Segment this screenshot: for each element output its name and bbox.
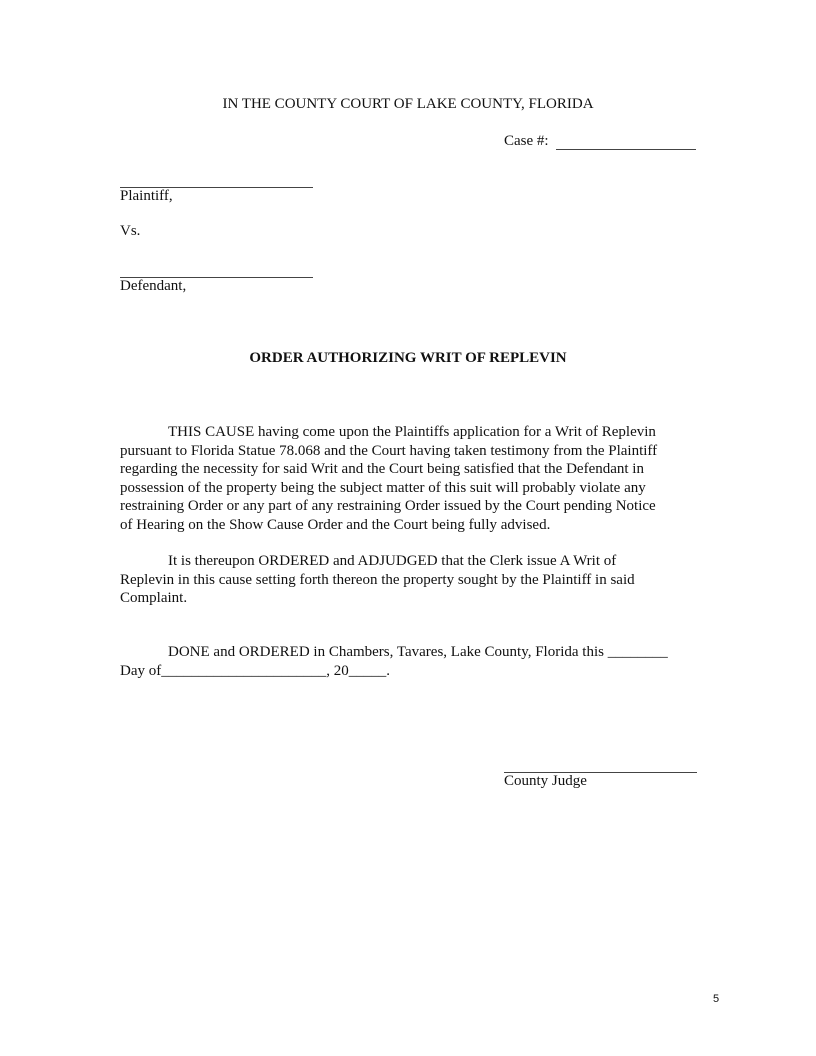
judge-signature-label: County Judge — [504, 773, 587, 789]
paragraph-line: DONE and ORDERED in Chambers, Tavares, Lake County, Florida this ________ — [168, 644, 668, 660]
case-number-label: Case #: — [504, 133, 549, 149]
court-heading: IN THE COUNTY COURT OF LAKE COUNTY, FLORIDA — [222, 96, 594, 112]
paragraph-line: Replevin in this cause setting forth thereon the property sought by the Plaintiff in said — [120, 571, 635, 588]
case-number-blank — [556, 149, 696, 150]
defendant-label: Defendant, — [120, 278, 187, 294]
versus-label: Vs. — [120, 223, 141, 239]
paragraph-line: regarding the necessity for said Writ and the Court being satisfied that the Defendant in — [120, 461, 644, 477]
plaintiff-label: Plaintiff, — [120, 188, 173, 204]
paragraph-line: restraining Order or any part of any restraining Order issued by the Court pending Notice — [120, 498, 656, 514]
paragraph-line: Complaint. — [120, 590, 188, 606]
paragraph-line: THIS CAUSE having come upon the Plaintiffs application for a Writ of Replevin — [168, 424, 656, 440]
paragraph-line: pursuant to Florida Statue 78.068 and the Court having taken testimony from the Plaintiff — [120, 442, 658, 459]
order-title: ORDER AUTHORIZING WRIT OF REPLEVIN — [249, 350, 567, 366]
paragraph-line: possession of the property being the subject matter of this suit will probably violate any — [120, 479, 646, 496]
paragraph-line: It is thereupon ORDERED and ADJUDGED that the Clerk issue A Writ of — [168, 553, 617, 569]
paragraph-line: Day of______________________, 20_____. — [120, 662, 390, 679]
paragraph-line: of Hearing on the Show Cause Order and the Court being fully advised. — [120, 516, 551, 533]
page-number: 5 — [713, 993, 720, 1005]
